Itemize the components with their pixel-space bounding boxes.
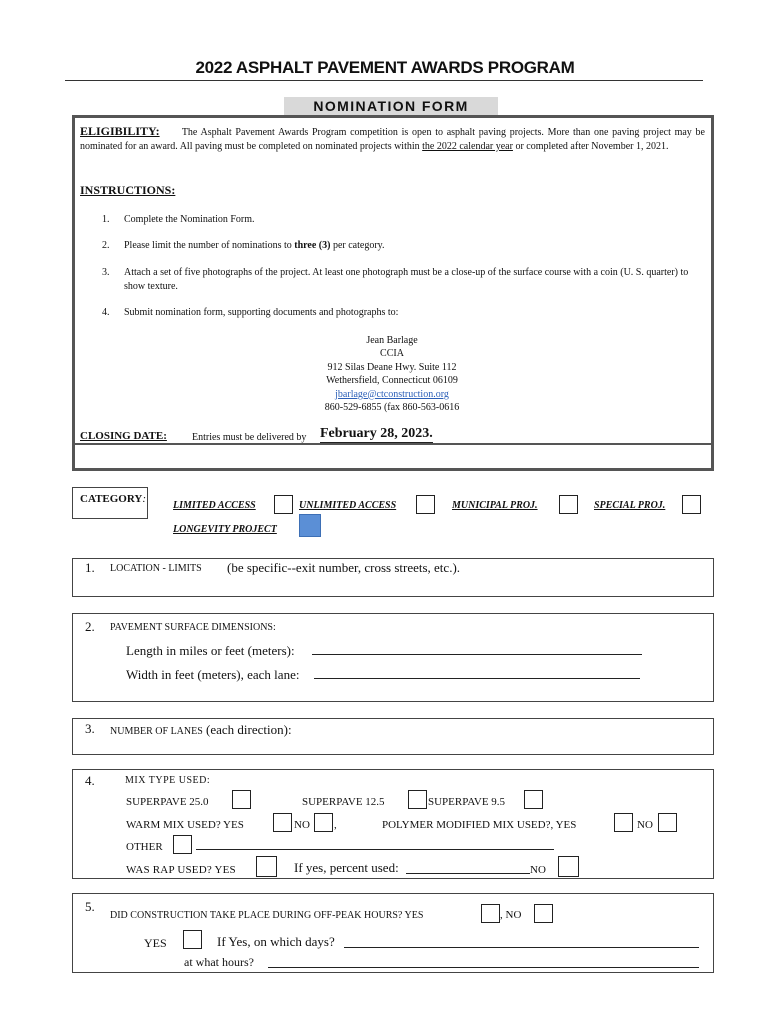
category-unlimited-access-label: UNLIMITED ACCESS xyxy=(299,500,397,511)
unlimited-access-checkbox[interactable] xyxy=(416,495,435,514)
other-label: OTHER xyxy=(126,841,163,853)
polymer-yes-checkbox[interactable] xyxy=(614,813,633,832)
superpave-25-label: SUPERPAVE 25.0 xyxy=(126,796,209,808)
section-4-label: MIX TYPE USED: xyxy=(125,775,211,786)
contact-email-link[interactable]: jbarlage@ctconstruction.org xyxy=(335,388,449,400)
off-peak-no-label: , NO xyxy=(500,909,522,921)
yes-checkbox[interactable] xyxy=(183,930,202,949)
closing-date-text: Entries must be delivered by xyxy=(192,432,307,443)
instruction-num-2: 2. xyxy=(102,240,110,251)
instruction-text-1: Complete the Nomination Form. xyxy=(124,214,255,225)
section-5-num: 5. xyxy=(85,899,95,914)
section-1-num: 1. xyxy=(85,560,95,575)
contact-address1: 912 Silas Deane Hwy. Suite 112 xyxy=(327,361,457,373)
category-label xyxy=(80,493,146,505)
instruction-2-text-a: Please limit the number of nominations to xyxy=(124,240,295,251)
page-title: 2022 ASPHALT PAVEMENT AWARDS PROGRAM xyxy=(195,58,575,77)
warm-mix-no-label: NO xyxy=(294,819,310,831)
rap-no-label: NO xyxy=(530,864,546,876)
hours-label: at what hours? xyxy=(184,955,254,969)
superpave-125-checkbox[interactable] xyxy=(408,790,427,809)
rap-percent-label: If yes, percent used: xyxy=(294,860,399,875)
length-input[interactable] xyxy=(312,654,642,655)
contact-name: Jean Barlage xyxy=(366,335,418,346)
rap-yes-checkbox[interactable] xyxy=(256,856,277,877)
superpave-95-checkbox[interactable] xyxy=(524,790,543,809)
instruction-text-2 xyxy=(124,239,385,253)
category-label-text: CATEGORY xyxy=(80,493,143,505)
rap-label: WAS RAP USED? YES xyxy=(126,864,236,876)
closing-date-label: CLOSING DATE: xyxy=(80,430,167,442)
eligibility-year: the 2022 calendar year xyxy=(422,141,513,152)
contact-org: CCIA xyxy=(380,348,404,360)
category-longevity-label: LONGEVITY PROJECT xyxy=(173,524,277,535)
instruction-text-4: Submit nomination form, supporting documents and photographs to: xyxy=(124,307,399,318)
section-4-num: 4. xyxy=(85,773,95,788)
instruction-num-3: 3. xyxy=(102,267,110,278)
section-1-hint: (be specific--exit number, cross streets, etc.). xyxy=(227,560,461,575)
instruction-num-1: 1. xyxy=(102,214,110,225)
municipal-checkbox[interactable] xyxy=(559,495,578,514)
polymer-no-label: NO xyxy=(637,819,653,831)
width-input[interactable] xyxy=(314,678,640,679)
category-special-label: SPECIAL PROJ. xyxy=(594,500,666,511)
rap-no-checkbox[interactable] xyxy=(558,856,579,877)
section-2-label: PAVEMENT SURFACE DIMENSIONS: xyxy=(110,622,276,633)
eligibility-text-b: or completed after November 1, 2021. xyxy=(512,141,669,152)
section-1-label: LOCATION - LIMITS xyxy=(110,563,202,574)
polymer-no-checkbox[interactable] xyxy=(658,813,677,832)
section-5-box xyxy=(72,893,714,973)
days-input[interactable] xyxy=(344,947,699,948)
contact-address2: Wethersfield, Connecticut 06109 xyxy=(326,375,458,387)
eligibility-label: ELIGIBILITY: xyxy=(80,124,160,138)
section-2-num: 2. xyxy=(85,619,95,634)
category-municipal-label: MUNICIPAL PROJ. xyxy=(452,500,538,511)
instruction-text-3: Attach a set of five photographs of the project. At least one photograph must be a close-up of the surface course with a coin (U. S. quarter) to show texture. xyxy=(124,267,689,292)
title-divider xyxy=(65,80,703,81)
rap-percent-input[interactable] xyxy=(406,873,530,874)
warm-mix-comma: , xyxy=(334,819,337,831)
longevity-checkbox[interactable] xyxy=(299,514,321,537)
eligibility-paragraph xyxy=(80,124,705,154)
category-limited-access-label: LIMITED ACCESS xyxy=(173,500,256,511)
instructions-label: INSTRUCTIONS: xyxy=(80,183,176,197)
width-label: Width in feet (meters), each lane: xyxy=(126,667,300,682)
section-3-hint: (each direction): xyxy=(202,722,292,737)
instruction-2-text-b: per category. xyxy=(330,240,385,251)
instruction-num-4: 4. xyxy=(102,307,110,318)
superpave-95-label: SUPERPAVE 9.5 xyxy=(428,796,506,808)
instruction-2-bold: three (3) xyxy=(294,240,331,251)
yes-label: YES xyxy=(144,936,167,950)
hours-input[interactable] xyxy=(268,967,699,968)
superpave-25-checkbox[interactable] xyxy=(232,790,251,809)
off-peak-yes-checkbox[interactable] xyxy=(481,904,500,923)
limited-access-checkbox[interactable] xyxy=(274,495,293,514)
length-label: Length in miles or feet (meters): xyxy=(126,643,295,658)
eligibility-text-a: The Asphalt Pavement Awards Program competition is open to asphalt paving projects. More than one paving project may be nominated for an award. All paving must be completed on nominated projects within xyxy=(80,127,705,152)
off-peak-question: DID CONSTRUCTION TAKE PLACE DURING OFF-PEAK HOURS? YES xyxy=(110,910,424,921)
days-label: If Yes, on which days? xyxy=(217,934,335,949)
closing-date-value: February 28, 2023. xyxy=(320,426,433,441)
other-input[interactable] xyxy=(196,849,554,850)
form-name-banner: NOMINATION FORM xyxy=(284,97,498,115)
contact-phone: 860-529-6855 (fax 860-563-0616 xyxy=(324,402,460,414)
box-divider xyxy=(72,443,714,445)
off-peak-no-checkbox[interactable] xyxy=(534,904,553,923)
warm-mix-yes-checkbox[interactable] xyxy=(273,813,292,832)
section-3-num: 3. xyxy=(85,721,95,736)
section-3-label-text: NUMBER OF LANES xyxy=(110,726,203,737)
section-3-label xyxy=(110,721,292,739)
polymer-label: POLYMER MODIFIED MIX USED?, YES xyxy=(382,819,577,831)
special-checkbox[interactable] xyxy=(682,495,701,514)
other-checkbox[interactable] xyxy=(173,835,192,854)
superpave-125-label: SUPERPAVE 12.5 xyxy=(302,796,385,808)
warm-mix-no-checkbox[interactable] xyxy=(314,813,333,832)
warm-mix-label: WARM MIX USED? YES xyxy=(126,819,244,831)
contact-block xyxy=(240,334,544,414)
category-colon: : xyxy=(142,493,147,505)
